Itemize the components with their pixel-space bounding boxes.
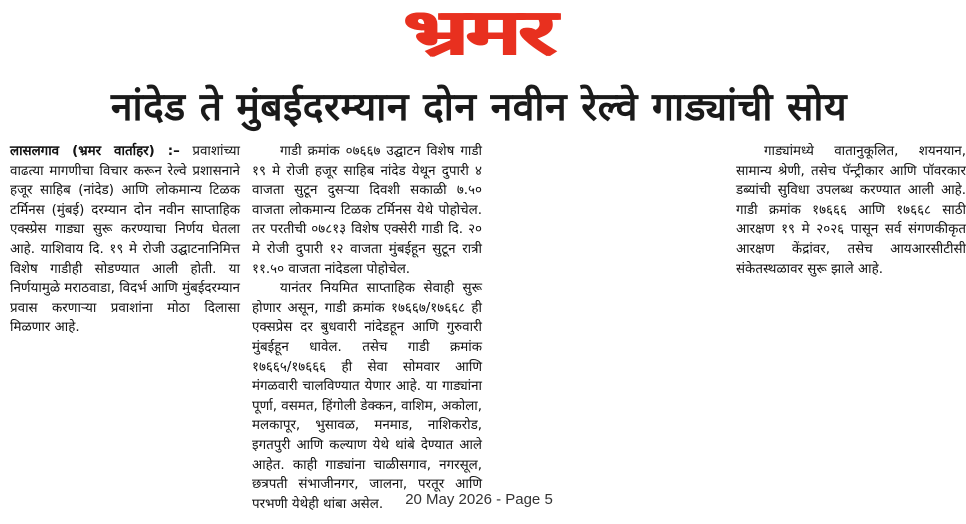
article-dateline: लासलगाव (भ्रमर वार्ताहर) :– <box>10 144 180 159</box>
article-paragraph <box>10 142 240 338</box>
article-headline: नांदेड ते मुंबईदरम्यान दोन नवीन रेल्वे गाड्यांची सोय <box>110 85 848 130</box>
masthead <box>0 0 958 70</box>
article-column-3 <box>494 142 724 514</box>
newspaper-logo: भ्रमर <box>403 0 554 70</box>
article-paragraph: यानंतर नियमित साप्ताहिक सेवाही सुरू होणार असून, गाडी क्रमांक १७६६७/१७६६८ ही एक्सप्रेस दर बुधवारी नांदेडहून आणि गुरुवारी मुंबईहून धावेल. तसेच गाडी क्रमांक १७६६५/१७६६६ ही सेवा सोमवार आणि मंगळवारी चालविण्यात येणार आहे. या गाड्यांना पूर्णा, वसमत, हिंगोली डेक्कन, वाशिम, अकोला, मलकापूर, भुसावळ, मनमाड, नाशिकरोड, इगतपुरी आणि कल्याण येथे थांबे देण्यात आले आहेत. काही गाड्यांना चाळीसगाव, नगरसूल, छत्रपती संभाजीनगर, जालना, परतूर आणि परभणी येथेही थांबा असेल. <box>252 281 482 512</box>
article-paragraph: गाडी क्रमांक ०७६६७ उद्घाटन विशेष गाडी १९ मे रोजी हजूर साहिब नांदेड येथून दुपारी ४ वाजता सुटून दुसऱ्या दिवशी सकाळी ७.५० वाजता लोकमान्य टिळक टर्मिनस येथे पोहोचेल. तर परतीची ०७८१३ विशेष एक्सेरी गाडी दि. २० मे रोजी दुपारी १२ वाजता मुंबईहून सुटून रात्री ११.५० वाजता नांदेडला पोहोचेल. <box>252 144 482 277</box>
article-column-4 <box>736 142 966 514</box>
article-column-2 <box>252 142 482 514</box>
article-paragraph-text: प्रवाशांच्या वाढत्या मागणीचा विचार करून रेल्वे प्रशासनाने हजूर साहिब (नांदेड) आणि लोकमान्य टिळक टर्मिनस (मुंबई) दरम्यान दोन नवीन साप्ताहिक एक्स्प्रेस गाड्या सुरू करण्याचा निर्णय घेतला आहे. याशिवाय दि. १९ मे रोजी उद्घाटनानिमित्त विशेष गाडीही सोडण्यात आली होती. या निर्णयामुळे मराठवाडा, विदर्भ आणि मुंबईदरम्यान प्रवास करणाऱ्या प्रवाशांना मोठा दिलासा मिळणार आहे. <box>10 144 241 336</box>
article-paragraph: गाड्यांमध्ये वातानुकूलित, शयनयान, सामान्य श्रेणी, तसेच पॅन्ट्रीकार आणि पॉवरकार डब्यांची सुविधा उपलब्ध करण्यात आली आहे. गाडी क्रमांक १७६६६ आणि १७६६८ साठी आरक्षण १९ मे २०२६ पासून सर्व संगणकीकृत आरक्षण केंद्रांवर, तसेच आयआरसीटीसी संकेतस्थळावर सुरू झाले आहे. <box>736 144 966 277</box>
article-column-1 <box>10 142 240 514</box>
page-footer: 20 May 2026 - Page 5 <box>405 491 553 508</box>
